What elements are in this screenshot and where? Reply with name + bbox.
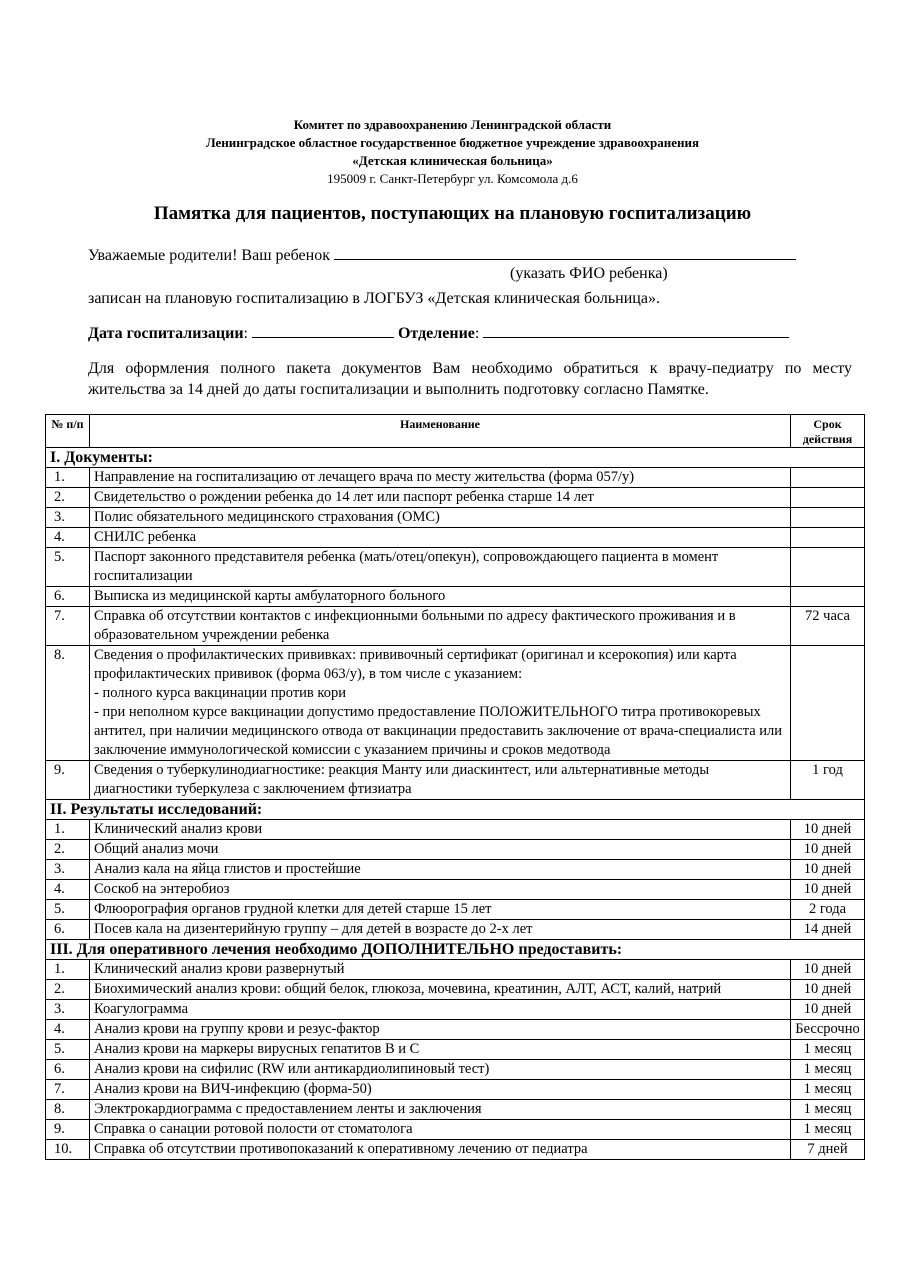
row-term: 10 дней: [791, 860, 865, 880]
row-name: [90, 1020, 791, 1040]
row-name: [90, 1100, 791, 1120]
row-name-line: Справка об отсутствии контактов с инфекционными больными по адресу фактического проживания и в образовательном учреждении ребенка: [94, 608, 736, 643]
row-name-line: Сведения о туберкулинодиагностике: реакция Манту или диаскинтест, или альтернативные методы диагностики туберкулеза с заключением фтизиатра: [94, 762, 710, 797]
row-term: 1 месяц: [791, 1120, 865, 1140]
table-row: [46, 587, 865, 607]
row-number: 6.: [46, 920, 90, 940]
row-number: 1.: [46, 960, 90, 980]
section-title: III. Для оперативного лечения необходимо ДОПОЛНИТЕЛЬНО предоставить:: [46, 940, 865, 960]
row-term: 10 дней: [791, 960, 865, 980]
row-name: [90, 1120, 791, 1140]
institution-name: Ленинградское областное государственное бюджетное учреждение здравоохранения: [205, 135, 700, 150]
row-term: 2 года: [791, 900, 865, 920]
section-row: [46, 800, 865, 820]
row-number: 3.: [46, 1000, 90, 1020]
row-term: [791, 528, 865, 548]
row-name-line: Анализ крови на ВИЧ-инфекцию (форма-50): [94, 1081, 372, 1097]
row-name-line: Общий анализ мочи: [94, 841, 219, 857]
row-name-line: Анализ кала на яйца глистов и простейшие: [94, 861, 361, 877]
greeting-line: [88, 245, 796, 265]
row-term: [791, 548, 865, 587]
row-name: [90, 468, 791, 488]
row-name: [90, 548, 791, 587]
document-header: [0, 116, 905, 188]
row-term: [791, 587, 865, 607]
table-row: [46, 1040, 865, 1060]
row-name-line: Сведения о профилактических прививках: прививочный сертификат (оригинал и ксерокопия) или карта профилактических прививок (форма 063/у), в том числе с указанием:: [94, 647, 737, 682]
row-name-line: Паспорт законного представителя ребенка (мать/отец/опекун), сопровождающего пациента в момент госпитализации: [94, 549, 719, 584]
col-name-header: Наименование: [90, 415, 791, 448]
row-name: [90, 1140, 791, 1160]
row-name-line: Клинический анализ крови развернутый: [94, 961, 345, 977]
date-field[interactable]: [252, 323, 394, 338]
table-row: [46, 468, 865, 488]
row-number: 4.: [46, 880, 90, 900]
row-term: 1 месяц: [791, 1080, 865, 1100]
section-title: I. Документы:: [46, 448, 865, 468]
row-number: 5.: [46, 548, 90, 587]
row-term: Бессрочно: [791, 1020, 865, 1040]
row-term: 10 дней: [791, 840, 865, 860]
row-name-line: Анализ крови на сифилис (RW или антикардиолипиновый тест): [94, 1061, 490, 1077]
table-row: [46, 980, 865, 1000]
table-row: [46, 860, 865, 880]
row-name-line: СНИЛС ребенка: [94, 529, 197, 545]
row-name: [90, 1000, 791, 1020]
table-row: [46, 1100, 865, 1120]
col-term-header: Срок действия: [791, 415, 865, 448]
row-name-line: Полис обязательного медицинского страхования (ОМС): [94, 509, 440, 525]
row-term: 10 дней: [791, 980, 865, 1000]
department-label: Отделение: [397, 325, 475, 342]
row-name: [90, 820, 791, 840]
row-name-line: Посев кала на дизентерийную группу – для детей в возрасте до 2-х лет: [94, 921, 533, 937]
section-row: [46, 940, 865, 960]
row-number: 7.: [46, 1080, 90, 1100]
row-name-line: - при неполном курсе вакцинации допустимо предоставление ПОЛОЖИТЕЛЬНОГО титра противокоревых антител, при наличии медицинского отвода от вакцинации предоставить заключение от врача-специалиста или заключение иммунологической комиссии с указанием причины и сроков медотвода: [94, 704, 783, 758]
intro-paragraph: Для оформления полного пакета документов Вам необходимо обратиться к врачу-педиатру по месту жительства за 14 дней до даты госпитализации и выполнить подготовку согласно Памятке.: [88, 360, 852, 398]
row-name-line: Анализ крови на маркеры вирусных гепатитов В и С: [94, 1041, 420, 1057]
row-term: 72 часа: [791, 607, 865, 646]
section-title: II. Результаты исследований:: [46, 800, 865, 820]
row-number: 3.: [46, 860, 90, 880]
table-row: [46, 508, 865, 528]
row-number: 7.: [46, 607, 90, 646]
row-name-line: Справка об отсутствии противопоказаний к оперативному лечению от педиатра: [94, 1141, 588, 1157]
row-term: [791, 646, 865, 761]
registered-text: записан на плановую госпитализацию в ЛОГБУЗ «Детская клиническая больница».: [88, 290, 660, 307]
row-number: 8.: [46, 1100, 90, 1120]
row-number: 6.: [46, 587, 90, 607]
table-row: [46, 920, 865, 940]
table-row: [46, 1120, 865, 1140]
col-num-header: № п/п: [46, 415, 90, 448]
row-term: [791, 468, 865, 488]
row-name-line: Свидетельство о рождении ребенка до 14 лет или паспорт ребенка старше 14 лет: [94, 489, 594, 505]
row-name: [90, 860, 791, 880]
section-row: [46, 448, 865, 468]
row-name: [90, 528, 791, 548]
row-name: [90, 880, 791, 900]
table-row: [46, 1020, 865, 1040]
row-name: [90, 1040, 791, 1060]
row-term: 10 дней: [791, 820, 865, 840]
table-header: [46, 415, 865, 448]
row-name-line: Анализ крови на группу крови и резус-фактор: [94, 1021, 380, 1037]
row-number: 10.: [46, 1140, 90, 1160]
committee-name: Комитет по здравоохранению Ленинградской области: [293, 117, 612, 132]
row-name: [90, 508, 791, 528]
table-row: [46, 840, 865, 860]
row-name: [90, 840, 791, 860]
table-row: [46, 1060, 865, 1080]
date-dept-line: Дата госпитализации: Отделение:: [88, 323, 789, 343]
table-row: [46, 1000, 865, 1020]
department-field[interactable]: [483, 323, 789, 338]
row-term: 7 дней: [791, 1140, 865, 1160]
greeting-text: Уважаемые родители! Ваш ребенок: [88, 247, 330, 264]
row-term: 1 месяц: [791, 1060, 865, 1080]
row-name-line: Электрокардиограмма с предоставлением ленты и заключения: [94, 1101, 482, 1117]
row-name: [90, 980, 791, 1000]
table-row: [46, 880, 865, 900]
row-number: 2.: [46, 840, 90, 860]
row-number: 5.: [46, 900, 90, 920]
row-name: [90, 1060, 791, 1080]
table-row: [46, 960, 865, 980]
row-name-line: Биохимический анализ крови: общий белок, глюкоза, мочевина, креатинин, АЛТ, АСТ, калий, натрий: [94, 981, 722, 997]
row-number: 9.: [46, 761, 90, 800]
row-name: [90, 761, 791, 800]
row-number: 9.: [46, 1120, 90, 1140]
table-row: [46, 761, 865, 800]
row-number: 2.: [46, 980, 90, 1000]
row-term: 10 дней: [791, 1000, 865, 1020]
row-number: 8.: [46, 646, 90, 761]
table-row: [46, 900, 865, 920]
child-name-hint: (указать ФИО ребенка): [510, 265, 668, 282]
row-name: [90, 488, 791, 508]
row-number: 2.: [46, 488, 90, 508]
row-name: [90, 960, 791, 980]
row-term: 1 месяц: [791, 1100, 865, 1120]
row-name: [90, 1080, 791, 1100]
table-row: [46, 488, 865, 508]
row-term: 10 дней: [791, 880, 865, 900]
child-name-field[interactable]: [334, 245, 796, 260]
row-name-line: Клинический анализ крови: [94, 821, 263, 837]
row-term: [791, 488, 865, 508]
hospital-name: «Детская клиническая больница»: [352, 153, 553, 168]
requirements-table: [45, 414, 865, 1160]
row-name: [90, 607, 791, 646]
table-row: [46, 1080, 865, 1100]
row-number: 1.: [46, 820, 90, 840]
row-number: 4.: [46, 1020, 90, 1040]
row-term: 14 дней: [791, 920, 865, 940]
row-name-line: Флюорография органов грудной клетки для детей старше 15 лет: [94, 901, 492, 917]
table-row: [46, 528, 865, 548]
row-name: [90, 900, 791, 920]
table-row: [46, 607, 865, 646]
row-number: 4.: [46, 528, 90, 548]
row-number: 1.: [46, 468, 90, 488]
table-row: [46, 646, 865, 761]
row-name-line: Коагулограмма: [94, 1001, 189, 1017]
row-name-line: - полного курса вакцинации против кори: [94, 685, 346, 701]
table-row: [46, 1140, 865, 1160]
page-title: Памятка для пациентов, поступающих на плановую госпитализацию: [153, 203, 752, 224]
table-row: [46, 820, 865, 840]
row-name: [90, 920, 791, 940]
row-name: [90, 646, 791, 761]
table-row: [46, 548, 865, 587]
row-name-line: Справка о санации ротовой полости от стоматолога: [94, 1121, 413, 1137]
row-name: [90, 587, 791, 607]
row-name-line: Выписка из медицинской карты амбулаторного больного: [94, 588, 446, 604]
row-number: 5.: [46, 1040, 90, 1060]
row-term: 1 месяц: [791, 1040, 865, 1060]
row-term: 1 год: [791, 761, 865, 800]
row-name-line: Направление на госпитализацию от лечащего врача по месту жительства (форма 057/у): [94, 469, 635, 485]
row-number: 6.: [46, 1060, 90, 1080]
row-number: 3.: [46, 508, 90, 528]
date-label: Дата госпитализации: [88, 325, 244, 342]
row-name-line: Соскоб на энтеробиоз: [94, 881, 230, 897]
hospital-address: 195009 г. Санкт-Петербург ул. Комсомола д.6: [327, 171, 578, 186]
row-term: [791, 508, 865, 528]
